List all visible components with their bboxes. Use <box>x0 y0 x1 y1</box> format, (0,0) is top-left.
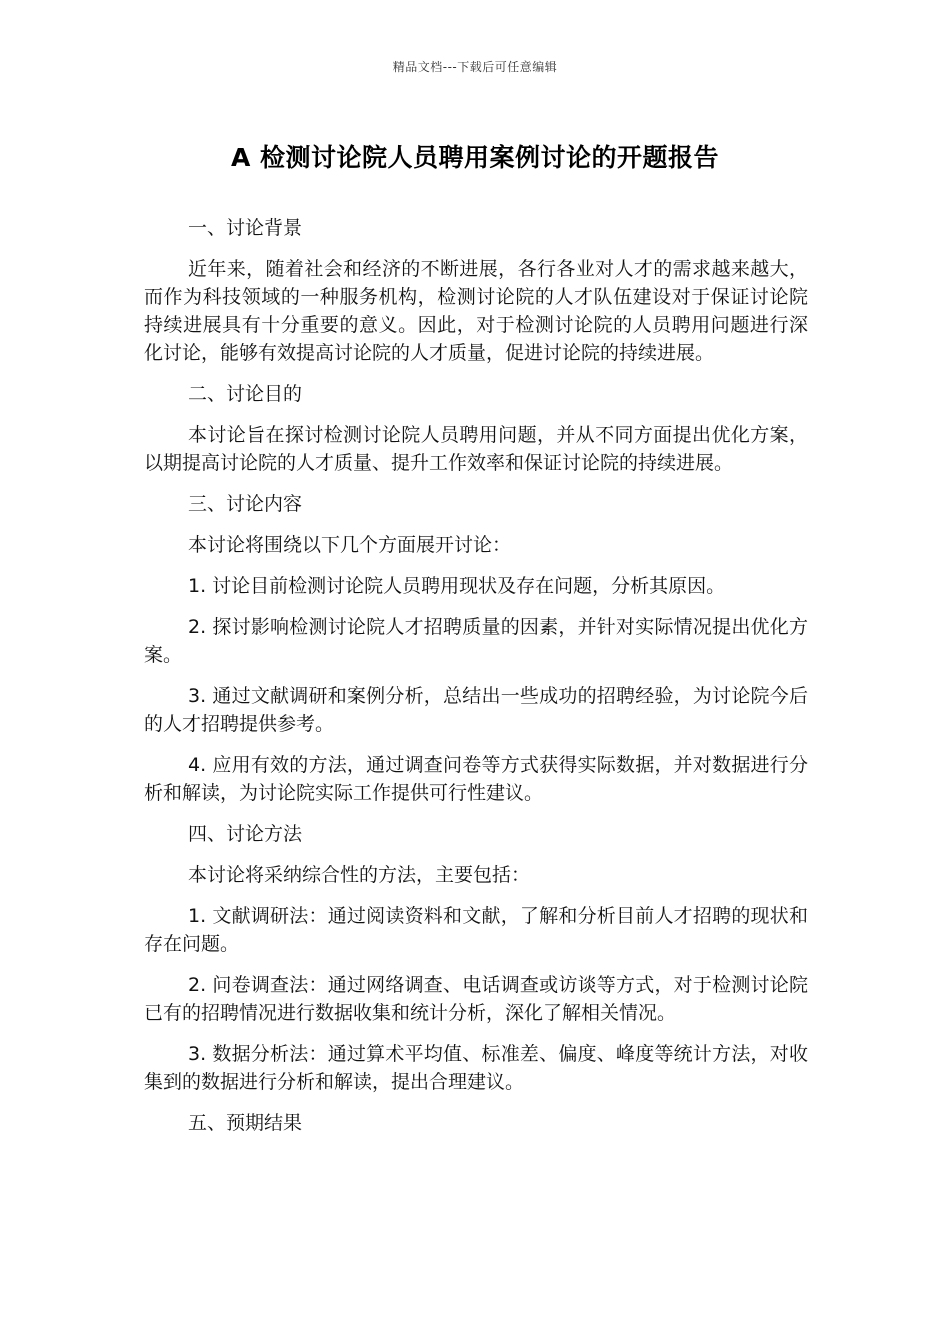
section-heading-content: 三、讨论内容 <box>188 493 303 515</box>
list-item-method-3: 3. 数据分析法：通过算术平均值、标准差、偏度、峰度等统计方法，对收集到的数据进行分析和解读，提出合理建议。 <box>144 1043 808 1093</box>
section-heading-method: 四、讨论方法 <box>188 823 303 845</box>
list-item-method-2: 2. 问卷调查法：通过网络调查、电话调查或访谈等方式，对于检测讨论院已有的招聘情况进行数据收集和统计分析，深化了解相关情况。 <box>144 974 808 1024</box>
paragraph-background: 近年来，随着社会和经济的不断进展，各行各业对人才的需求越来越大，而作为科技领域的一种服务机构，检测讨论院的人才队伍建设对于保证讨论院持续进展具有十分重要的意义。因此，对于检测讨论院的人员聘用问题进行深化讨论，能够有效提高讨论院的人才质量，促进讨论院的持续进展。 <box>144 258 808 364</box>
list-item-method-1: 1. 文献调研法：通过阅读资料和文献，了解和分析目前人才招聘的现状和存在问题。 <box>144 905 808 955</box>
header-watermark: 精品文档---下载后可任意编辑 <box>392 60 558 74</box>
section-heading-purpose: 二、讨论目的 <box>188 383 303 405</box>
list-item-content-1: 1. 讨论目前检测讨论院人员聘用现状及存在问题，分析其原因。 <box>188 575 726 597</box>
list-item-content-4: 4. 应用有效的方法，通过调查问卷等方式获得实际数据，并对数据进行分析和解读，为讨论院实际工作提供可行性建议。 <box>144 754 808 804</box>
list-item-content-2: 2. 探讨影响检测讨论院人才招聘质量的因素，并针对实际情况提出优化方案。 <box>144 616 808 666</box>
paragraph-purpose: 本讨论旨在探讨检测讨论院人员聘用问题，并从不同方面提出优化方案，以期提高讨论院的人才质量、提升工作效率和保证讨论院的持续进展。 <box>144 424 808 474</box>
section-heading-expected-results: 五、预期结果 <box>188 1112 303 1134</box>
document-title: A 检测讨论院人员聘用案例讨论的开题报告 <box>230 143 720 172</box>
list-item-content-3: 3. 通过文献调研和案例分析，总结出一些成功的招聘经验，为讨论院今后的人才招聘提供参考。 <box>144 685 808 735</box>
paragraph-content-intro: 本讨论将围绕以下几个方面展开讨论： <box>188 534 512 556</box>
paragraph-method-intro: 本讨论将采纳综合性的方法，主要包括： <box>188 864 531 886</box>
document-body <box>144 214 808 1150</box>
section-heading-background: 一、讨论背景 <box>188 217 303 239</box>
